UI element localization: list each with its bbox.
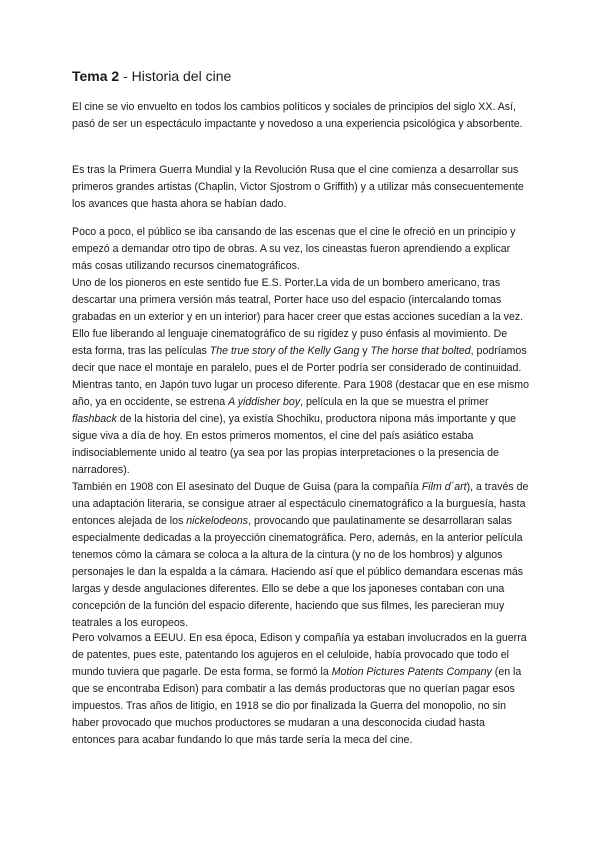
text-run: y bbox=[359, 345, 371, 357]
paragraph-3 bbox=[72, 224, 530, 377]
text-run: ), a través de una adaptación literaria, se consigue atraer al espectáculo cinematográfico a la burguesía, hasta entonces alejada de los bbox=[72, 481, 529, 527]
title-rest: - Historia del cine bbox=[119, 68, 232, 84]
text-run: , podríamos decir que nace el montaje en paralelo, pues el de Porter podría ser considerado de continuidad. bbox=[72, 345, 527, 374]
text-run: Es tras la Primera Guerra Mundial y la Revolución Rusa que el cine comienza a desarrollar sus primeros grandes artistas (Chaplin, Victor Sjostrom o Griffith) y a utilizar más consecuentemente los avances que hasta ahora se habían dado. bbox=[72, 164, 524, 210]
italic-title: Motion Pictures Patents Company bbox=[331, 666, 492, 678]
text-run: Poco a poco, el público se iba cansando de las escenas que el cine le ofreció en un principio y empezó a demandar otro tipo de obras. A su vez, los cineastas fueron aprendiendo a explicar más cosas utilizando recursos cinematográficos. bbox=[72, 226, 516, 272]
paragraph-1 bbox=[72, 99, 530, 133]
text-run: Mientras tanto, en Japón tuvo lugar un proceso diferente. Para 1908 (destacar que en ese mismo año, ya en occidente, se estrena bbox=[72, 379, 529, 408]
italic-title: Film d´art bbox=[421, 481, 467, 493]
text-run: Uno de los pioneros en este sentido fue E.S. Porter.La vida de un bombero americano, tras descartar una primera versión más teatral, Porter hace uso del espacio (intercalando tomas grabadas en un exterior y en un interior) para hacer creer que estas acciones sucedían a la vez. Ello fue liberando al lenguaje cinematográfico de su rigidez y puso énfasis al movimiento. De esta forma, tras las películas bbox=[72, 277, 524, 357]
text-run: , provocando que paulatinamente se desarrollaran salas especialmente dedicadas a la proyección cinematográfica. Pero, además, en la anterior película tenemos cómo la cámara se coloca a la altura de la cintura (y no de los hombros) y algunos personajes le dan la espalda a la cámara. Haciendo así que el público demandara escenas más largas y desde angulaciones diferentes. Ello se debe a que los japoneses contaban con una concepción de la función del espacio diferente, haciendo que sus filmes, les parecieran muy teatrales a los europeos. bbox=[72, 515, 524, 629]
text-run: de la historia del cine), ya existía Shochiku, productora nipona más importante y que sigue viva a día de hoy. En estos primeros momentos, el cine del país asiático estaba indisociablemente unido al teatro (ya sea por las propias interpretaciones o la presencia de narradores). bbox=[72, 413, 517, 476]
page-title bbox=[72, 68, 231, 84]
italic-title: The horse that bolted bbox=[370, 345, 471, 357]
paragraph-4 bbox=[72, 377, 530, 479]
paragraph-2 bbox=[72, 162, 530, 213]
italic-title: A yiddisher boy bbox=[228, 396, 301, 408]
title-bold: Tema 2 bbox=[72, 68, 120, 84]
text-run: El cine se vio envuelto en todos los cambios políticos y sociales de principios del siglo XX. Así, pasó de ser un espectáculo impactante y novedoso a una experiencia psicológica y absorbente. bbox=[72, 101, 523, 130]
text-run: , película en la que se muestra el primer bbox=[300, 396, 489, 408]
italic-title: flashback bbox=[72, 413, 117, 425]
italic-title: The true story of the Kelly Gang bbox=[209, 345, 360, 357]
text-run: Pero volvamos a EEUU. En esa época, Edison y compañía ya estaban involucrados en la guerra de patentes, pues este, patentando los agujeros en el celuloide, había provocado que todo el mundo tuviera que pagarle. De esta forma, se formó la bbox=[72, 632, 527, 678]
text-run: (en la que se encontraba Edison) para combatir a las demás productoras que no querían pagar esos impuestos. Tras años de litigio, en 1918 se dio por finalizada la Guerra del monopolio, no sin haber provocado que muchos productores se mudaran a una desconocida ciudad hasta entonces para acabar fundando lo que más tarde sería la meca del cine. bbox=[72, 666, 522, 746]
paragraph-6 bbox=[72, 630, 530, 749]
text-run: También en 1908 con El asesinato del Duque de Guisa (para la compañía bbox=[72, 481, 422, 493]
paragraph-5 bbox=[72, 479, 530, 632]
italic-title: nickelodeons bbox=[186, 515, 249, 527]
